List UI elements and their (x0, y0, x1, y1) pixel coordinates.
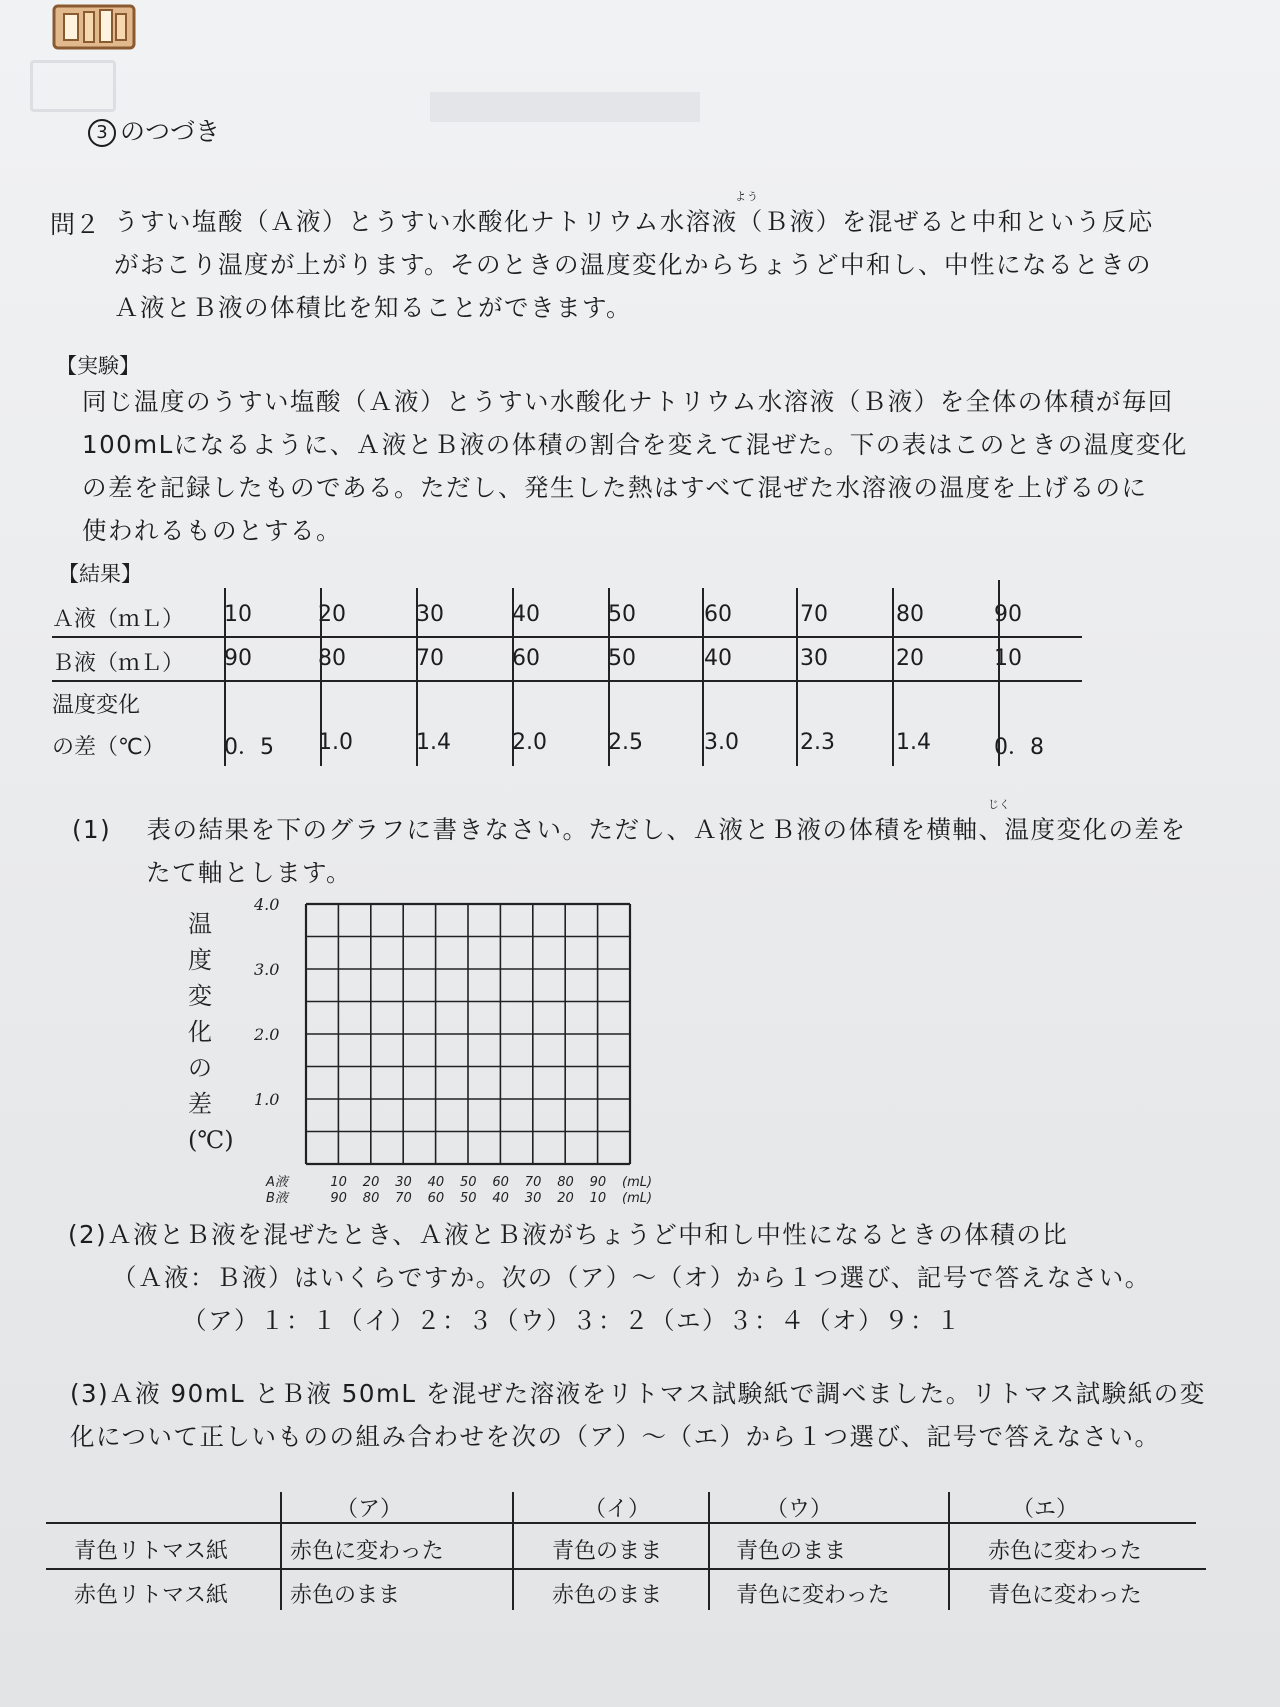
x-b-tick-label: 30 (524, 1191, 542, 1206)
y-axis-label-char: 差 (188, 1090, 212, 1118)
table-line (702, 588, 704, 766)
experiment-line-2: 100mLになるように、Ａ液とＢ液の体積の割合を変えて混ぜた。下の表はこのときの温度変化 (82, 430, 1188, 459)
b-value-cell: 40 (704, 646, 732, 671)
x-a-tick-label: (mL) (622, 1175, 653, 1190)
x-b-tick-label: (mL) (622, 1191, 653, 1206)
table-line (796, 588, 798, 766)
a-value-cell: 20 (318, 602, 346, 627)
q2-text-2: （Ａ液：Ｂ液）はいくらですか。次の（ア）～（オ）から１つ選び、記号で答えなさい。 (112, 1263, 1151, 1292)
table-line (46, 1568, 1206, 1570)
table-line (320, 588, 322, 766)
t-value-cell: 2.3 (800, 730, 835, 755)
furigana-jiku: じく (988, 798, 1010, 811)
row2-u: 青色に変わった (736, 1583, 890, 1608)
furigana-yo: よう (735, 190, 759, 203)
intro-line-3: Ａ液とＢ液の体積比を知ることができます。 (114, 293, 633, 322)
x-a-tick-label: 50 (460, 1175, 477, 1190)
t-value-cell: 3.0 (704, 730, 739, 755)
y-axis-label-char: 変 (188, 982, 212, 1010)
row2-i: 赤色のまま (552, 1583, 663, 1608)
row1-a: 赤色に変わった (290, 1539, 444, 1564)
results-table (52, 588, 1082, 774)
q3-text-2: 化について正しいものの組み合わせを次の（ア）～（エ）から１つ選び、記号で答えなさい。 (70, 1422, 1161, 1451)
x-row-a-label: A液 (266, 1175, 288, 1190)
book-icon (52, 0, 138, 52)
t-value-cell: 1.4 (896, 730, 931, 755)
b-value-cell: 60 (512, 646, 540, 671)
q1-line-1 (72, 808, 1187, 851)
x-b-tick-label: 20 (557, 1191, 574, 1206)
q1-text-2: たて軸とします。 (146, 858, 353, 887)
q2 (68, 1213, 1151, 1342)
choice-header-e: （エ） (1012, 1497, 1079, 1522)
q2-number: (2) (68, 1220, 108, 1249)
results-title: 【結果】 (58, 562, 142, 586)
b-value-cell: 10 (994, 646, 1022, 671)
row-t-label-1: 温度変化 (52, 693, 141, 718)
x-b-tick-label: 50 (460, 1191, 477, 1206)
t-value-cell: 1.4 (416, 730, 451, 755)
experiment-text (82, 380, 1188, 552)
y-tick-label: 3.0 (254, 960, 280, 979)
a-value-cell: 30 (416, 602, 444, 627)
table-line (998, 580, 1000, 766)
q2-choices: （ア）１：１（イ）２：３（ウ）３：２（エ）３：４（オ）９：１ (182, 1306, 962, 1335)
row-b-label: Ｂ液（ｍＬ） (52, 651, 185, 676)
x-b-tick-label: 60 (427, 1191, 445, 1206)
experiment-line-3: の差を記録したものである。ただし、発生した熱はすべて混ぜた水溶液の温度を上げるのに (82, 473, 1148, 502)
x-b-tick-label: 10 (589, 1191, 607, 1206)
t-value-cell: 0．5 (224, 735, 274, 760)
x-b-tick-label: 90 (330, 1191, 347, 1206)
x-a-tick-label: 30 (395, 1175, 412, 1190)
y-axis-label-char: (℃) (188, 1126, 234, 1154)
row1-e: 赤色に変わった (988, 1539, 1142, 1564)
table-line (892, 588, 894, 766)
choices-table (46, 1492, 1206, 1616)
answer-graph (170, 898, 680, 1208)
q3-text-1: Ａ液 90mL とＢ液 50mL を混ぜた溶液をリトマス試験紙で調べました。リトマス試験紙の変 (109, 1379, 1206, 1408)
y-tick-label: 2.0 (254, 1025, 280, 1044)
a-value-cell: 40 (512, 602, 540, 627)
intro-line-1: うすい塩酸（Ａ液）とうすい水酸化ナトリウム水溶液（Ｂ液）を混ぜると中和という反応 (114, 207, 1154, 236)
t-value-cell: 1.0 (318, 730, 353, 755)
b-value-cell: 80 (318, 646, 346, 671)
table-line (708, 1492, 710, 1610)
y-tick-label: 4.0 (254, 898, 280, 914)
x-a-tick-label: 60 (492, 1175, 509, 1190)
x-row-b-label: B液 (266, 1191, 288, 1206)
choice-header-i: （イ） (584, 1497, 651, 1522)
q1 (72, 808, 1187, 894)
a-value-cell: 80 (896, 602, 924, 627)
experiment-line-4: 使われるものとする。 (82, 516, 342, 545)
continuation-label (88, 112, 220, 148)
q2-text-1: Ａ液とＢ液を混ぜたとき、Ａ液とＢ液がちょうど中和し中性になるときの体積の比 (107, 1220, 1069, 1249)
table-line (948, 1492, 950, 1610)
graph-svg (170, 898, 680, 1208)
row2-a: 赤色のまま (290, 1583, 401, 1608)
q3-line-1 (70, 1372, 1206, 1415)
b-value-cell: 20 (896, 646, 924, 671)
q1-text-1: 表の結果を下のグラフに書きなさい。ただし、Ａ液とＢ液の体積を横軸、温度変化の差を (146, 815, 1187, 844)
x-b-tick-label: 80 (362, 1191, 380, 1206)
table-line (608, 588, 610, 766)
table-line (416, 588, 418, 766)
x-b-tick-label: 70 (395, 1191, 412, 1206)
experiment-title: 【実験】 (56, 354, 140, 378)
table-line (52, 636, 1082, 638)
y-axis-label-char: の (188, 1054, 212, 1082)
row-t-label-2: の差（℃） (52, 735, 165, 760)
y-tick-label: 1.0 (254, 1090, 280, 1109)
b-value-cell: 70 (416, 646, 444, 671)
a-value-cell: 90 (994, 602, 1022, 627)
x-a-tick-label: 70 (524, 1175, 542, 1190)
row1-u: 青色のまま (736, 1539, 847, 1564)
question-intro (114, 200, 1154, 329)
b-value-cell: 50 (608, 646, 636, 671)
b-value-cell: 90 (224, 646, 252, 671)
bleed-through-bar (430, 92, 700, 122)
experiment-line-1: 同じ温度のうすい塩酸（Ａ液）とうすい水酸化ナトリウム水溶液（Ｂ液）を全体の体積が毎回 (82, 387, 1174, 416)
q3 (70, 1372, 1206, 1458)
table-line (52, 680, 1082, 682)
t-value-cell: 0．8 (994, 735, 1044, 760)
intro-line-2: がおこり温度が上がります。そのときの温度変化からちょうど中和し、中性になるときの (114, 250, 1153, 279)
a-value-cell: 50 (608, 602, 636, 627)
row-a-label: Ａ液（ｍＬ） (52, 607, 185, 632)
q1-number: (1) (72, 815, 112, 844)
x-b-tick-label: 40 (492, 1191, 509, 1206)
choice-header-a: （ア） (336, 1497, 403, 1522)
x-a-tick-label: 80 (557, 1175, 574, 1190)
y-axis-label-char: 度 (188, 946, 212, 974)
t-value-cell: 2.0 (512, 730, 547, 755)
question-label: 問２ (50, 210, 101, 239)
choice-header-u: （ウ） (766, 1497, 833, 1522)
q3-number: (3) (70, 1379, 110, 1408)
a-value-cell: 70 (800, 602, 828, 627)
y-axis-label-char: 温 (188, 910, 212, 938)
b-value-cell: 30 (800, 646, 828, 671)
x-a-tick-label: 40 (427, 1175, 445, 1190)
table-line (224, 588, 226, 766)
continuation-text: のつづき (120, 117, 221, 146)
q2-line-1 (68, 1213, 1151, 1256)
x-a-tick-label: 90 (589, 1175, 607, 1190)
row2-label: 赤色リトマス紙 (74, 1583, 229, 1608)
x-a-tick-label: 20 (362, 1175, 380, 1190)
a-value-cell: 10 (224, 602, 252, 627)
table-line (512, 1492, 514, 1610)
row2-e: 青色に変わった (988, 1583, 1142, 1608)
a-value-cell: 60 (704, 602, 732, 627)
row1-i: 青色のまま (552, 1539, 663, 1564)
table-line (512, 588, 514, 766)
bleed-through-box (30, 60, 116, 112)
circled-number: 3 (88, 119, 116, 147)
y-axis-label-char: 化 (188, 1018, 212, 1046)
row1-label: 青色リトマス紙 (74, 1539, 229, 1564)
table-line (280, 1492, 282, 1610)
t-value-cell: 2.5 (608, 730, 643, 755)
x-a-tick-label: 10 (330, 1175, 347, 1190)
